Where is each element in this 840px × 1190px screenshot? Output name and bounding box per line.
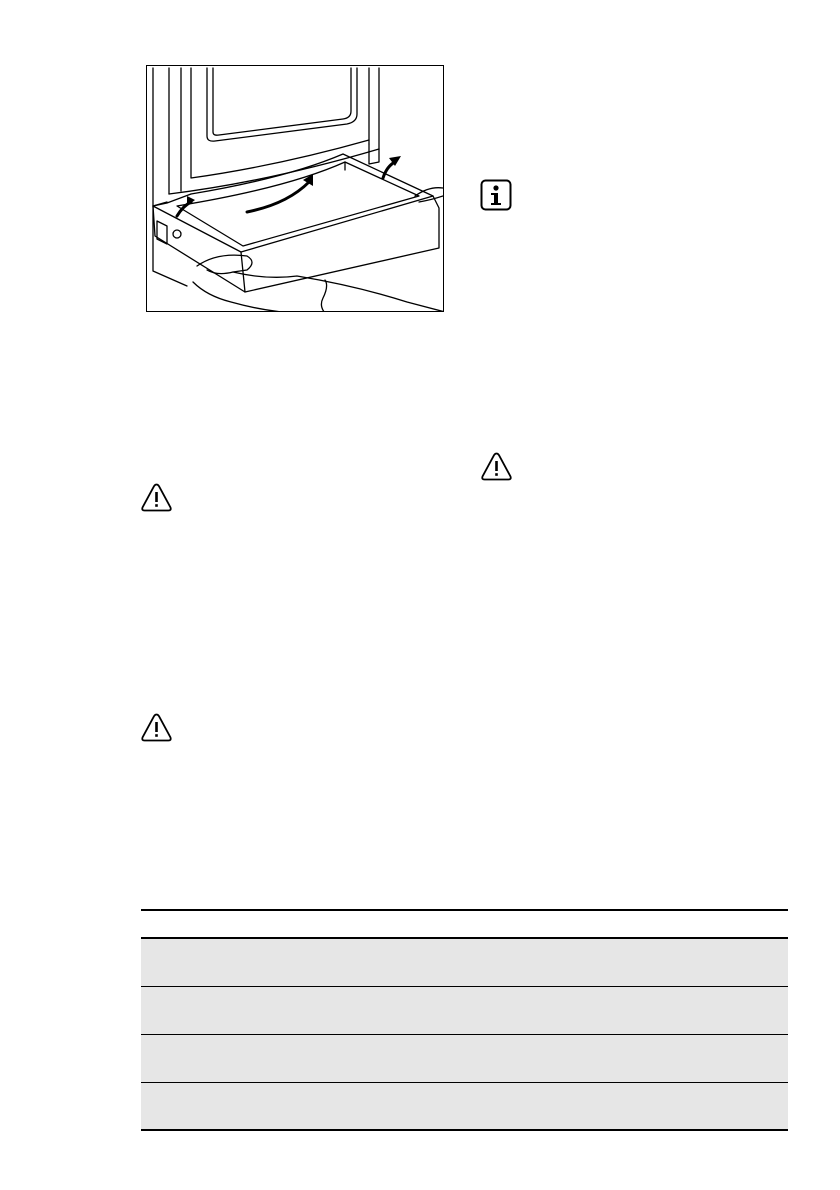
table-header-cell [141, 910, 361, 938]
table-header-row [141, 910, 788, 938]
warning-icon [480, 451, 513, 482]
table-cell [361, 938, 788, 986]
table-cell [361, 1082, 788, 1130]
table-cell [141, 986, 361, 1034]
table-cell [141, 1034, 361, 1082]
table-cell [141, 938, 361, 986]
warning-icon [140, 712, 173, 743]
table-header-cell [361, 910, 788, 938]
drawer-removal-illustration [146, 65, 444, 312]
table-row [141, 986, 788, 1034]
table-cell [361, 1034, 788, 1082]
table-row [141, 938, 788, 986]
warning-icon [140, 482, 173, 513]
table-cell [361, 986, 788, 1034]
table-row [141, 1034, 788, 1082]
data-table [141, 909, 788, 1131]
table-row [141, 1082, 788, 1130]
table-cell [141, 1082, 361, 1130]
info-icon [480, 179, 512, 211]
